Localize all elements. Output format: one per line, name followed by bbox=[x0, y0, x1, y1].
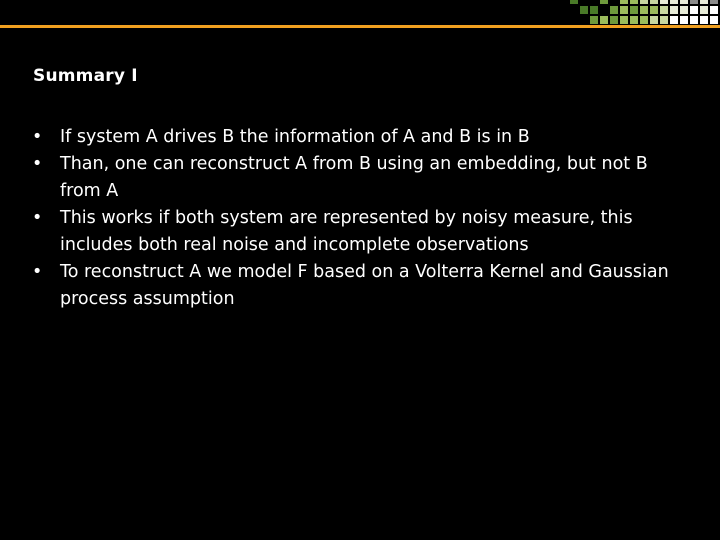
slide-header-bar bbox=[0, 0, 720, 26]
bullet-marker: • bbox=[32, 262, 43, 282]
mosaic-tile bbox=[620, 16, 628, 24]
bullet-item bbox=[32, 259, 672, 313]
mosaic-tile bbox=[630, 6, 638, 14]
mosaic-tile bbox=[580, 6, 588, 14]
mosaic-tile bbox=[660, 0, 668, 4]
mosaic-tile bbox=[680, 6, 688, 14]
mosaic-tile bbox=[630, 0, 638, 4]
mosaic-tile bbox=[670, 16, 678, 24]
mosaic-tile bbox=[640, 6, 648, 14]
mosaic-tile bbox=[650, 0, 658, 4]
mosaic-tile bbox=[640, 0, 648, 4]
mosaic-tile bbox=[660, 16, 668, 24]
mosaic-tile bbox=[590, 6, 598, 14]
bullet-marker: • bbox=[32, 154, 43, 174]
mosaic-tile bbox=[700, 6, 708, 14]
bullet-text: To reconstruct A we model F based on a Volterra Kernel and Gaussian process assumption bbox=[60, 262, 669, 309]
mosaic-tile bbox=[650, 16, 658, 24]
mosaic-tile bbox=[700, 0, 708, 4]
mosaic-tile bbox=[690, 16, 698, 24]
mosaic-tile bbox=[710, 6, 718, 14]
mosaic-tile bbox=[640, 16, 648, 24]
mosaic-tile bbox=[620, 6, 628, 14]
decorative-pixel-mosaic bbox=[570, 0, 720, 25]
mosaic-tile bbox=[570, 0, 578, 4]
bullet-text: Than, one can reconstruct A from B using an embedding, but not B from A bbox=[60, 154, 648, 201]
header-accent-line bbox=[0, 25, 720, 28]
bullet-marker: • bbox=[32, 127, 43, 147]
mosaic-tile bbox=[610, 16, 618, 24]
bullet-text: If system A drives B the information of A and B is in B bbox=[60, 127, 530, 147]
mosaic-tile bbox=[680, 0, 688, 4]
mosaic-tile bbox=[630, 16, 638, 24]
slide-title: Summary I bbox=[33, 66, 138, 86]
mosaic-tile bbox=[600, 0, 608, 4]
mosaic-tile bbox=[610, 6, 618, 14]
mosaic-tile bbox=[650, 6, 658, 14]
mosaic-tile bbox=[670, 0, 678, 4]
mosaic-tile bbox=[690, 0, 698, 4]
mosaic-tile bbox=[620, 0, 628, 4]
bullet-item bbox=[32, 205, 672, 259]
mosaic-tile bbox=[710, 16, 718, 24]
mosaic-tile bbox=[700, 16, 708, 24]
bullet-item bbox=[32, 151, 672, 205]
mosaic-tile bbox=[690, 6, 698, 14]
mosaic-tile bbox=[600, 16, 608, 24]
mosaic-tile bbox=[710, 0, 718, 4]
bullet-item bbox=[32, 124, 672, 151]
mosaic-tile bbox=[670, 6, 678, 14]
mosaic-tile bbox=[590, 16, 598, 24]
mosaic-tile bbox=[680, 16, 688, 24]
bullet-marker: • bbox=[32, 208, 43, 228]
bullet-list bbox=[32, 124, 672, 313]
mosaic-tile bbox=[660, 6, 668, 14]
bullet-text: This works if both system are represented by noisy measure, this includes both real noise and incomplete observations bbox=[60, 208, 633, 255]
